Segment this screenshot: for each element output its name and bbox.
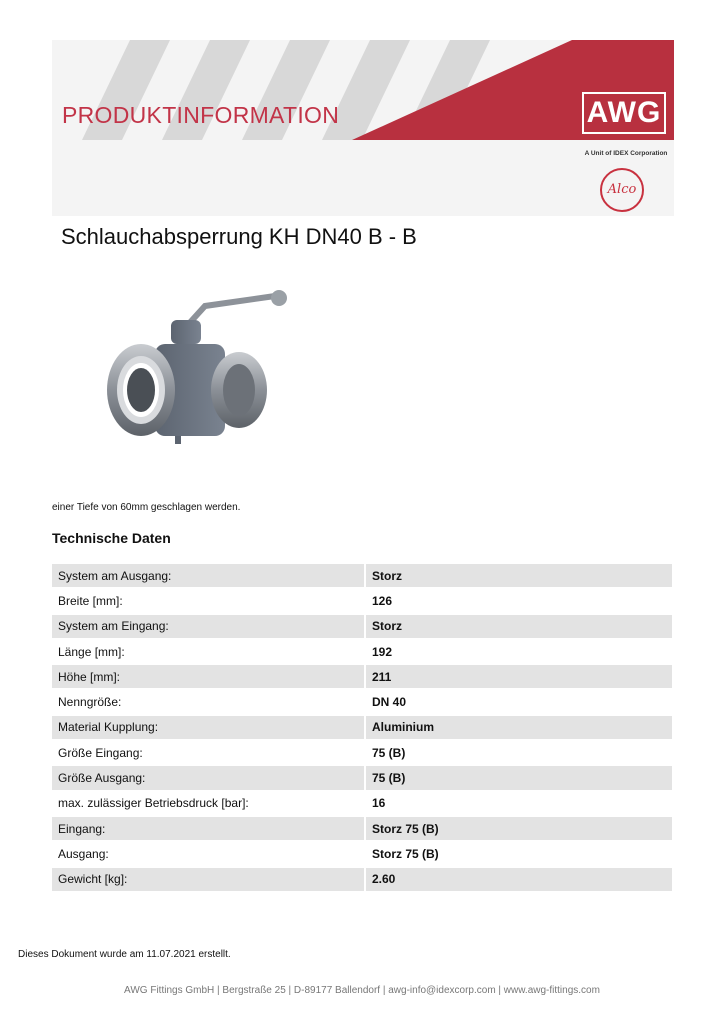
row-label: max. zulässiger Betriebsdruck [bar]: bbox=[58, 796, 249, 811]
table-row bbox=[52, 792, 672, 815]
row-label: Gewicht [kg]: bbox=[52, 868, 364, 891]
table-row bbox=[52, 615, 672, 638]
row-value: Aluminium bbox=[366, 716, 672, 739]
row-label: Größe Ausgang: bbox=[52, 766, 364, 789]
created-note: Dieses Dokument wurde am 11.07.2021 erstellt. bbox=[18, 949, 231, 960]
alco-logo bbox=[600, 168, 644, 212]
table-row bbox=[52, 564, 672, 587]
table-row bbox=[52, 741, 672, 764]
ball-valve-image bbox=[105, 288, 300, 458]
alco-logo-text: Alco bbox=[607, 182, 637, 197]
awg-logo bbox=[572, 40, 674, 140]
row-label: Breite [mm]: bbox=[58, 593, 123, 608]
page-header bbox=[52, 40, 674, 216]
row-value: Storz bbox=[366, 615, 672, 638]
awg-logo-subtitle: A Unit of IDEX Corporation bbox=[584, 150, 668, 157]
row-value: DN 40 bbox=[372, 695, 407, 710]
product-description: einer Tiefe von 60mm geschlagen werden. bbox=[52, 502, 241, 513]
table-row bbox=[52, 817, 672, 840]
header-title: PRODUKTINFORMATION bbox=[62, 102, 340, 128]
table-row bbox=[52, 766, 672, 789]
table-row bbox=[52, 665, 672, 688]
row-label: System am Eingang: bbox=[52, 615, 364, 638]
row-label: Größe Eingang: bbox=[58, 745, 143, 760]
table-row bbox=[52, 868, 672, 891]
table-row bbox=[52, 589, 672, 612]
row-value: Storz 75 (B) bbox=[366, 817, 672, 840]
footer-address: AWG Fittings GmbH | Bergstraße 25 | D-89177 Ballendorf | awg-info@idexcorp.com | www.awg-fittings.com bbox=[124, 985, 600, 996]
row-value: 75 (B) bbox=[366, 766, 672, 789]
row-value: 2.60 bbox=[366, 868, 672, 891]
row-value: 211 bbox=[366, 665, 672, 688]
row-label: Eingang: bbox=[52, 817, 364, 840]
tech-data-heading: Technische Daten bbox=[52, 530, 171, 546]
row-value: 16 bbox=[372, 796, 386, 811]
table-row bbox=[52, 690, 672, 713]
awg-logo-text: AWG bbox=[586, 96, 662, 129]
table-row bbox=[52, 716, 672, 739]
row-label: Ausgang: bbox=[58, 846, 109, 861]
table-row bbox=[52, 842, 672, 865]
row-label: Material Kupplung: bbox=[52, 716, 364, 739]
tech-data-table bbox=[52, 562, 672, 893]
row-value: 192 bbox=[372, 644, 393, 659]
table-row bbox=[52, 640, 672, 663]
row-value: Storz bbox=[366, 564, 672, 587]
row-value: 126 bbox=[372, 593, 393, 608]
row-label: Nenngröße: bbox=[58, 695, 122, 710]
row-label: Länge [mm]: bbox=[58, 644, 125, 659]
row-label: Höhe [mm]: bbox=[52, 665, 364, 688]
product-title: Schlauchabsperrung KH DN40 B - B bbox=[61, 224, 417, 249]
row-label: System am Ausgang: bbox=[52, 564, 364, 587]
row-value: 75 (B) bbox=[372, 745, 406, 760]
row-value: Storz 75 (B) bbox=[372, 846, 439, 861]
